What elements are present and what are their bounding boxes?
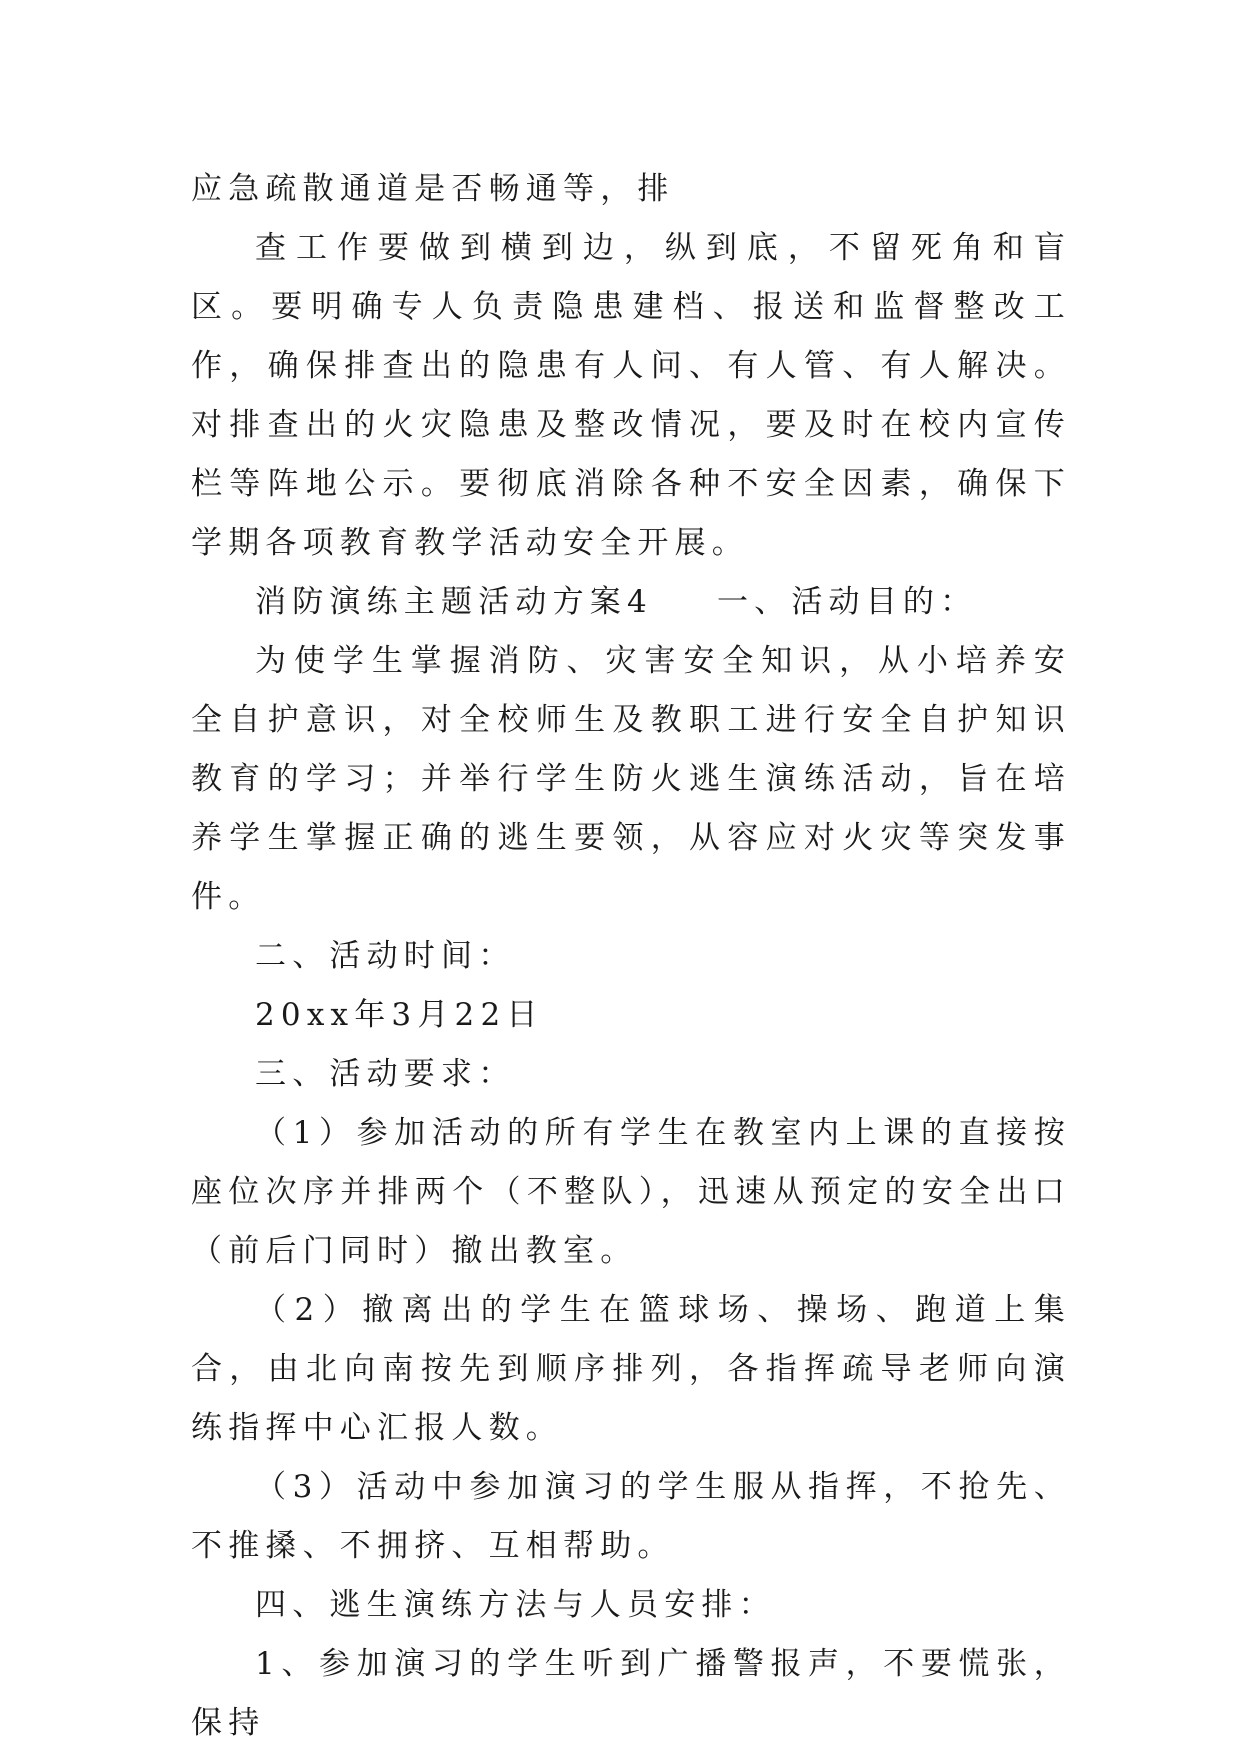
- heading-purpose: 一、活动目的：: [716, 584, 978, 620]
- heading-time: 二、活动时间：: [255, 938, 516, 974]
- paragraph-requirement-2: （2）撤离出的学生在篮球场、操场、跑道上集合，由北向南按先到顺序排列，各指挥疏导老师向演练指挥中心汇报人数。: [191, 1292, 1071, 1446]
- paragraph-method-1: 1、参加演习的学生听到广播警报声，不要慌张，保持: [191, 1646, 1071, 1741]
- paragraph-purpose: 为使学生掌握消防、灾害安全知识，从小培养安全自护意识，对全校师生及教职工进行安全自护知识教育的学习；并举行学生防火逃生演练活动，旨在培养学生掌握正确的逃生要领，从容应对火灾等突发事件。: [191, 643, 1071, 915]
- paragraph-inspection: 查工作要做到横到边，纵到底，不留死角和盲区。要明确专人负责隐患建档、报送和监督整改工作，确保排查出的隐患有人问、有人管、有人解决。对排查出的火灾隐患及整改情况，要及时在校内宣传栏等阵地公示。要彻底消除各种不安全因素，确保下学期各项教育教学活动安全开展。: [191, 230, 1071, 561]
- paragraph-continuation: 应急疏散通道是否畅通等，排: [191, 171, 675, 207]
- document-body: [191, 160, 1071, 1753]
- heading-methods: 四、逃生演练方法与人员安排：: [255, 1587, 776, 1623]
- plan-title: 消防演练主题活动方案4: [255, 584, 653, 620]
- section-heading-line: [191, 573, 1071, 632]
- heading-requirements: 三、活动要求：: [255, 1056, 516, 1092]
- paragraph-requirement-3: （3）活动中参加演习的学生服从指挥，不抢先、不推搡、不拥挤、互相帮助。: [191, 1469, 1071, 1564]
- paragraph-requirement-1: （1）参加活动的所有学生在教室内上课的直接按座位次序并排两个（不整队），迅速从预定的安全出口（前后门同时）撤出教室。: [191, 1115, 1071, 1269]
- paragraph-date: 20xx年3月22日: [255, 997, 544, 1033]
